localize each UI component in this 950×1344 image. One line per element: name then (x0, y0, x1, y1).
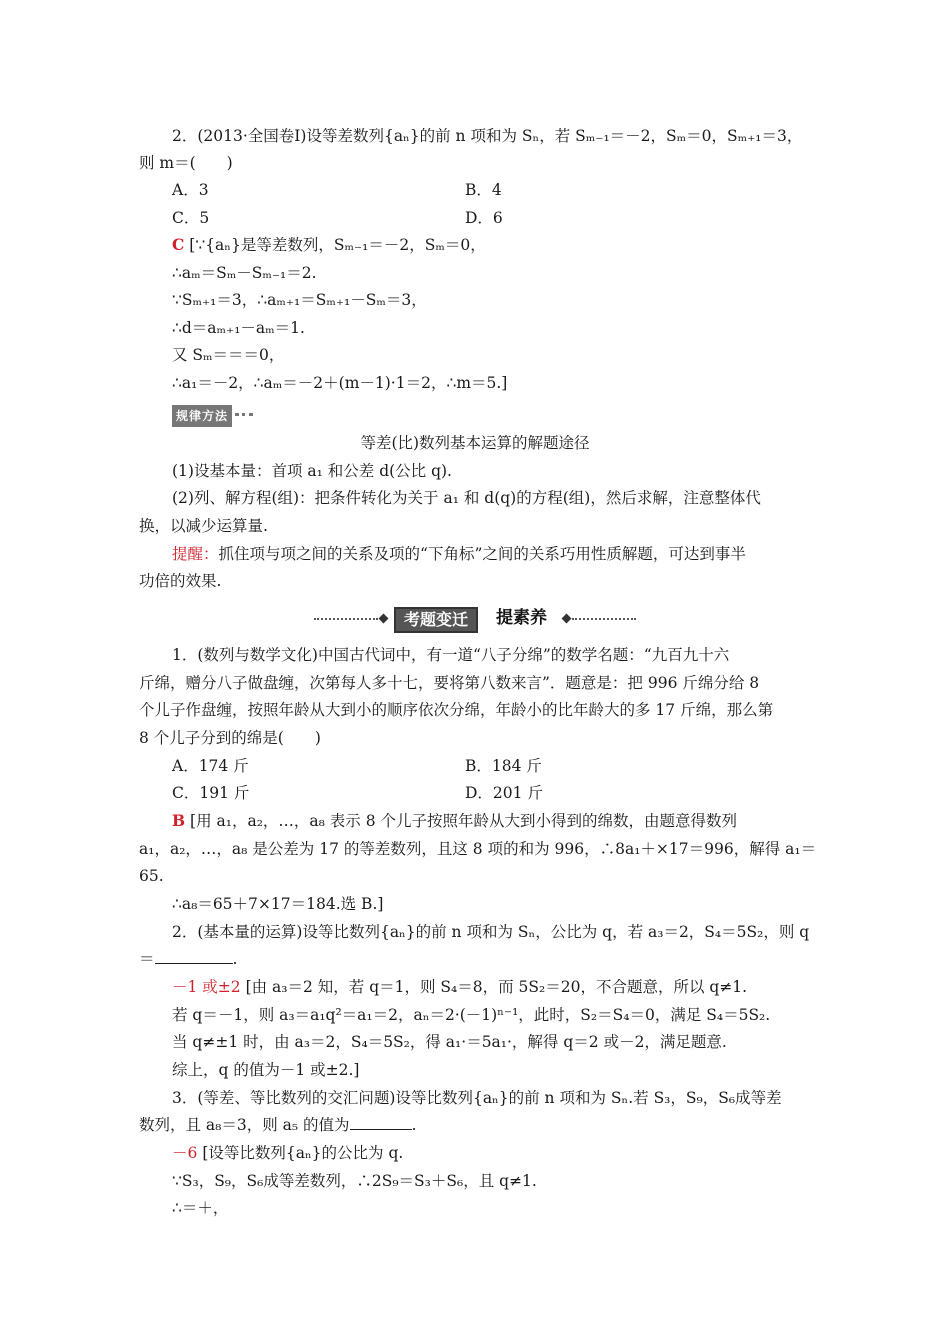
answer-line (172, 811, 737, 831)
solution-step: ∴d＝aₘ₊₁－aₘ＝1. (172, 319, 305, 337)
question-line: 2．(基本量的运算)设等比数列{aₙ}的前 n 项和为 Sₙ，公比为 q，若 a₃＝2，S₄＝5S₂，则 q (172, 923, 810, 941)
question-text: . (411, 1116, 417, 1134)
banner-diamond-left (379, 614, 389, 624)
option-b: B．4 (465, 181, 502, 199)
tip-line: 功倍的效果. (139, 572, 222, 590)
solution-step: 综上，q 的值为－1 或±2.] (172, 1061, 360, 1079)
method-title: 等差(比)数列基本运算的解题途径 (360, 434, 590, 452)
method-badge-row (172, 405, 253, 427)
solution-step: ∵S₃，S₉，S₆成等差数列，∴2S₉＝S₃＋S₆，且 q≠1. (172, 1172, 537, 1190)
answer-text: [用 a₁，a₂，…，a₈ 表示 8 个儿子按照年龄从大到小得到的绵数，由题意得数列 (190, 812, 738, 830)
section-banner (314, 606, 636, 632)
question-line: ＝ . (139, 950, 238, 968)
answer-text: [设等比数列{aₙ}的公比为 q. (202, 1144, 404, 1162)
method-paragraph: (1)设基本量：首项 a₁ 和公差 d(公比 q). (172, 462, 452, 480)
solution-step: ∴＝＋， (172, 1199, 229, 1217)
question-line: 3．(等差、等比数列的交汇问题)设等比数列{aₙ}的前 n 项和为 Sₙ.若 S₃，S₉，S₆成等差 (172, 1089, 782, 1107)
banner-diamond-right (562, 614, 572, 624)
option-c: C．191 斤 (172, 784, 250, 802)
option-d: D．6 (465, 209, 503, 227)
solution-step: 当 q≠±1 时，由 a₃＝2，S₄＝5S₂，得 a₁·＝5a₁·，解得 q＝2 或－2，满足题意. (172, 1033, 727, 1051)
method-paragraph: (2)列、解方程(组)：把条件转化为关于 a₁ 和 d(q)的方程(组)，然后求解，注意整体代 (172, 489, 761, 507)
question-line: 8 个儿子分到的绵是( ) (139, 729, 321, 747)
problem-line: 则 m＝( ) (139, 154, 233, 172)
banner-dots-right (572, 618, 636, 620)
answer-letter: C (172, 235, 185, 254)
question-text: ＝ (139, 950, 155, 968)
option-a: A．174 斤 (172, 757, 249, 775)
answer-blank (155, 963, 233, 964)
answer-text: [由 a₃＝2 知，若 q＝1，则 S₄＝8，而 5S₂＝20，不合题意，所以 q≠1. (245, 978, 748, 996)
answer-value: －1 或±2 (172, 978, 241, 996)
solution-step: 若 q＝－1，则 a₃＝a₁q²＝a₁＝2，aₙ＝2·(－1)ⁿ⁻¹，此时，S₂＝S₄＝0，满足 S₄＝5S₂. (172, 1006, 771, 1024)
tip-text: 抓住项与项之间的关系及项的“下角标”之间的关系巧用性质解题，可达到事半 (218, 545, 746, 563)
option-d: D．201 斤 (465, 784, 543, 802)
answer-value: －6 (172, 1144, 198, 1162)
question-line: 1．(数列与数学文化)中国古代词中，有一道“八子分绵”的数学名题：“九百九十六 (172, 646, 730, 664)
question-line: 个儿子作盘缠，按照年龄从大到小的顺序依次分绵，年龄小的比年龄大的多 17 斤绵，那么第 (139, 701, 774, 719)
option-b: B．184 斤 (465, 757, 542, 775)
answer-line (172, 235, 486, 255)
problem-line: 2．(2013·全国卷Ⅰ)设等差数列{aₙ}的前 n 项和为 Sₙ，若 Sₘ₋₁＝－2，Sₘ＝0，Sₘ₊₁＝3， (172, 127, 803, 145)
solution-step: ∵Sₘ₊₁＝3，∴aₘ₊₁＝Sₘ₊₁－Sₘ＝3， (172, 291, 427, 309)
banner-left-label: 考题变迁 (394, 607, 478, 633)
answer-line: a₁，a₂，…，a₈ 是公差为 17 的等差数列，且这 8 项的和为 996，∴8a₁＋×17＝996，解得 a₁＝ (139, 840, 817, 858)
answer-blank (350, 1129, 412, 1130)
option-c: C．5 (172, 209, 210, 227)
answer-letter: B (172, 811, 186, 830)
question-line (139, 1115, 417, 1135)
answer-line (172, 1143, 403, 1163)
banner-dots-left (314, 618, 378, 620)
banner-right-label: 提素养 (496, 608, 547, 628)
tip-line (172, 544, 746, 564)
badge-dots (235, 413, 253, 419)
solution-step: 又 Sₘ＝＝＝0， (172, 346, 285, 364)
question-line: 斤绵，赠分八子做盘缠，次第每人多十七，要将第八数来言”．题意是：把 996 斤绵分给 8 (139, 674, 760, 692)
answer-line (172, 977, 747, 997)
tip-label: 提醒： (172, 545, 219, 563)
solution-step: ∴aₘ＝Sₘ－Sₘ₋₁＝2. (172, 264, 317, 282)
answer-line: ∴a₈＝65＋7×17＝184.选 B.] (172, 895, 384, 913)
answer-text: [∵{aₙ}是等差数列，Sₘ₋₁＝－2，Sₘ＝0， (189, 236, 486, 254)
solution-step: ∴a₁＝－2，∴aₘ＝－2＋(m－1)·1＝2，∴m＝5.] (172, 374, 508, 392)
question-text: 数列，且 a₈＝3，则 a₅ 的值为 (139, 1116, 350, 1134)
option-a: A．3 (172, 181, 209, 199)
method-badge: 规律方法 (172, 405, 232, 427)
method-paragraph: 换，以减少运算量. (139, 517, 268, 535)
answer-line: 65. (139, 867, 164, 885)
